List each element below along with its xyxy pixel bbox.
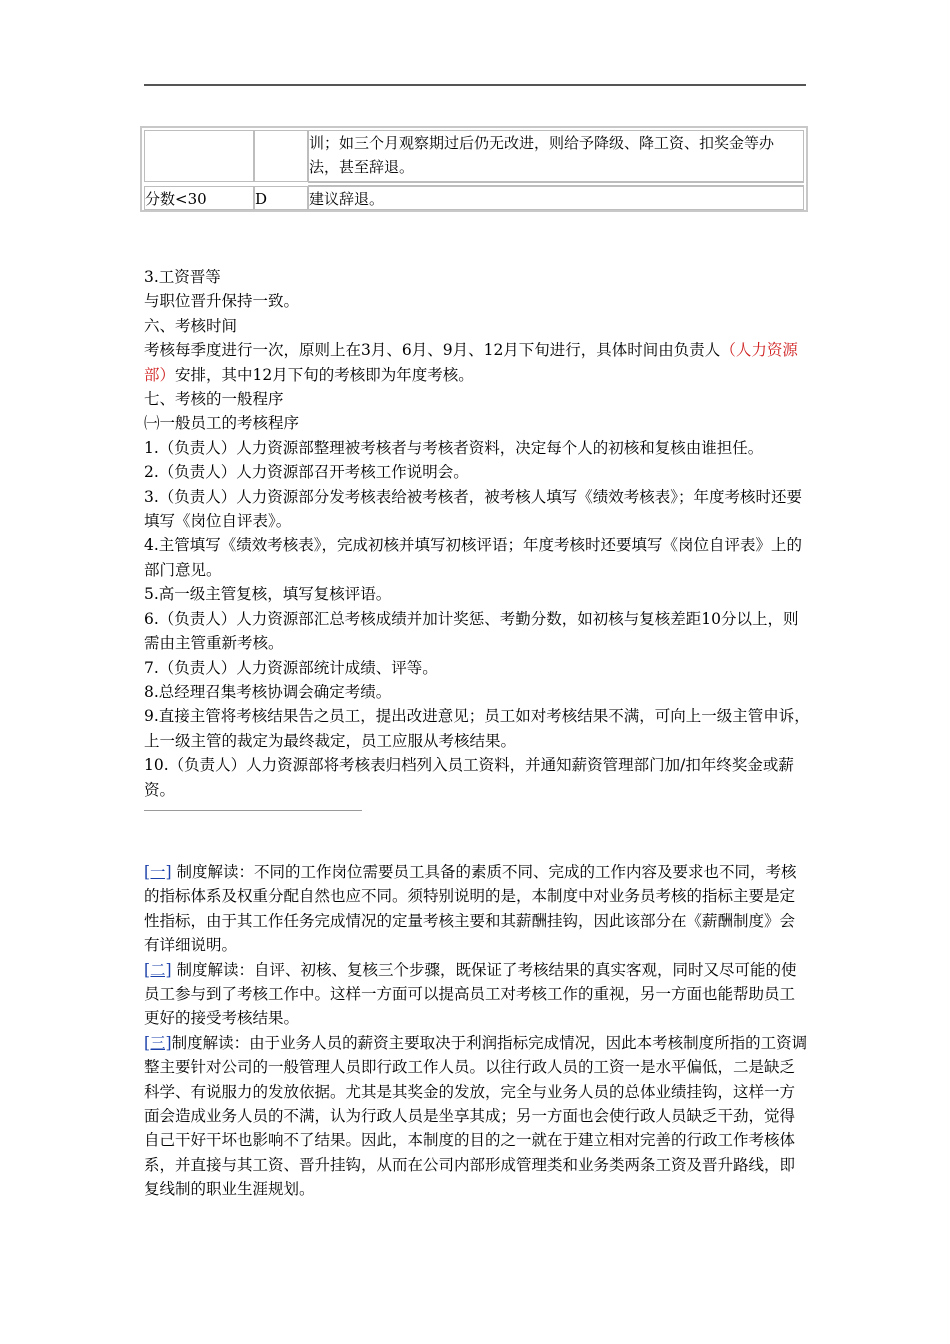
footnote-link[interactable]: [三]	[144, 1033, 172, 1052]
list-item: 9.直接主管将考核结果告之员工，提出改进意见；员工如对考核结果不满，可向上一级主管申诉，上一级主管的裁定为最终裁定，员工应服从考核结果。	[144, 707, 810, 750]
document-body	[144, 265, 812, 802]
list-item: 3.（负责人）人力资源部分发考核表给被考核者，被考核人填写《绩效考核表》；年度考核时还要填写《岗位自评表》。	[144, 487, 803, 531]
subsection-heading: ㈠一般员工的考核程序	[144, 414, 300, 433]
list-item: 1.（负责人）人力资源部整理被考核者与考核者资料，决定每个人的初核和复核由谁担任。	[144, 438, 764, 457]
header-rule	[144, 84, 806, 86]
footnote-separator	[144, 810, 362, 811]
paragraph: 与职位晋升保持一致。	[144, 292, 300, 311]
list-item: 8.总经理召集考核协调会确定考绩。	[144, 682, 392, 701]
section-heading: 3.工资晋等	[144, 268, 221, 286]
footnote: [三]制度解读：由于业务人员的薪资主要取决于利润指标完成情况，因此本考核制度所指的工资调整主要针对公司的一般管理人员即行政工作人员。以往行政人员的工资一是水平偏低，二是缺乏科学、有说服力的发放依据。尤其是其奖金的发放，完全与业务人员的总体业绩挂钩，这样一方面会造成业务人员的不满，认为行政人员是坐享其成；另一方面也会使行政人员缺乏干劲，觉得自己干好干坏也影响不了结果。因此，本制度的目的之一就在于建立相对完善的行政工作考核体系，并直接与其工资、晋升挂钩，从而在公司内部形成管理类和业务类两条工资及晋升路线，即复线制的职业生涯规划。	[144, 1033, 808, 1199]
list-item: 6.（负责人）人力资源部汇总考核成绩并加计奖惩、考勤分数，如初核与复核差距10分以上，则需由主管重新考核。	[144, 609, 799, 653]
list-item: 2.（负责人）人力资源部召开考核工作说明会。	[144, 463, 469, 482]
paragraph: 考核每季度进行一次，原则上在3月、6月、9月、12月下旬进行，具体时间由负责人（人力资源部）安排，其中12月下旬的考核即为年度考核。	[144, 341, 798, 384]
footnote-link[interactable]: [一]	[144, 863, 172, 881]
section-heading: 六、考核时间	[144, 316, 238, 335]
footnote: [一] 制度解读：不同的工作岗位需要员工具备的素质不同、完成的工作内容及要求也不同，考核的指标体系及权重分配自然也应不同。须特别说明的是，本制度中对业务员考核的指标主要是定性指标，由于其工作任务完成情况的定量考核主要和其薪酬挂钩，因此该部分在《薪酬制度》会有详细说明。	[144, 863, 797, 955]
section-heading: 七、考核的一般程序	[144, 390, 284, 409]
table-cell-action: 训；如三个月观察期过后仍无改进，则给予降级、降工资、扣奖金等办法，甚至辞退。	[308, 130, 804, 182]
highlight-text: （人力资源部）	[144, 341, 798, 384]
grade-table	[140, 126, 808, 212]
table-cell-range: 分数<30	[144, 186, 254, 210]
table-cell-grade	[254, 130, 308, 182]
footnotes	[144, 860, 810, 1202]
footnote: [二] 制度解读：自评、初核、复核三个步骤，既保证了考核结果的真实客观，同时又尽可能的使员工参与到了考核工作中。这样一方面可以提高员工对考核工作的重视，另一方面也能帮助员工更好的接受考核结果。	[144, 960, 797, 1028]
list-item: 4.主管填写《绩效考核表》，完成初核并填写初核评语；年度考核时还要填写《岗位自评表》上的部门意见。	[144, 536, 803, 579]
list-item: 5.高一级主管复核，填写复核评语。	[144, 585, 392, 604]
table-cell-action: 建议辞退。	[308, 186, 804, 210]
table-cell-range	[144, 130, 254, 182]
footnote-link[interactable]: [二]	[144, 960, 172, 979]
table-cell-grade: D	[254, 186, 308, 210]
list-item: 10.（负责人）人力资源部将考核表归档列入员工资料，并通知薪资管理部门加/扣年终奖金或薪资。	[144, 756, 794, 799]
list-item: 7.（负责人）人力资源部统计成绩、评等。	[144, 658, 438, 677]
